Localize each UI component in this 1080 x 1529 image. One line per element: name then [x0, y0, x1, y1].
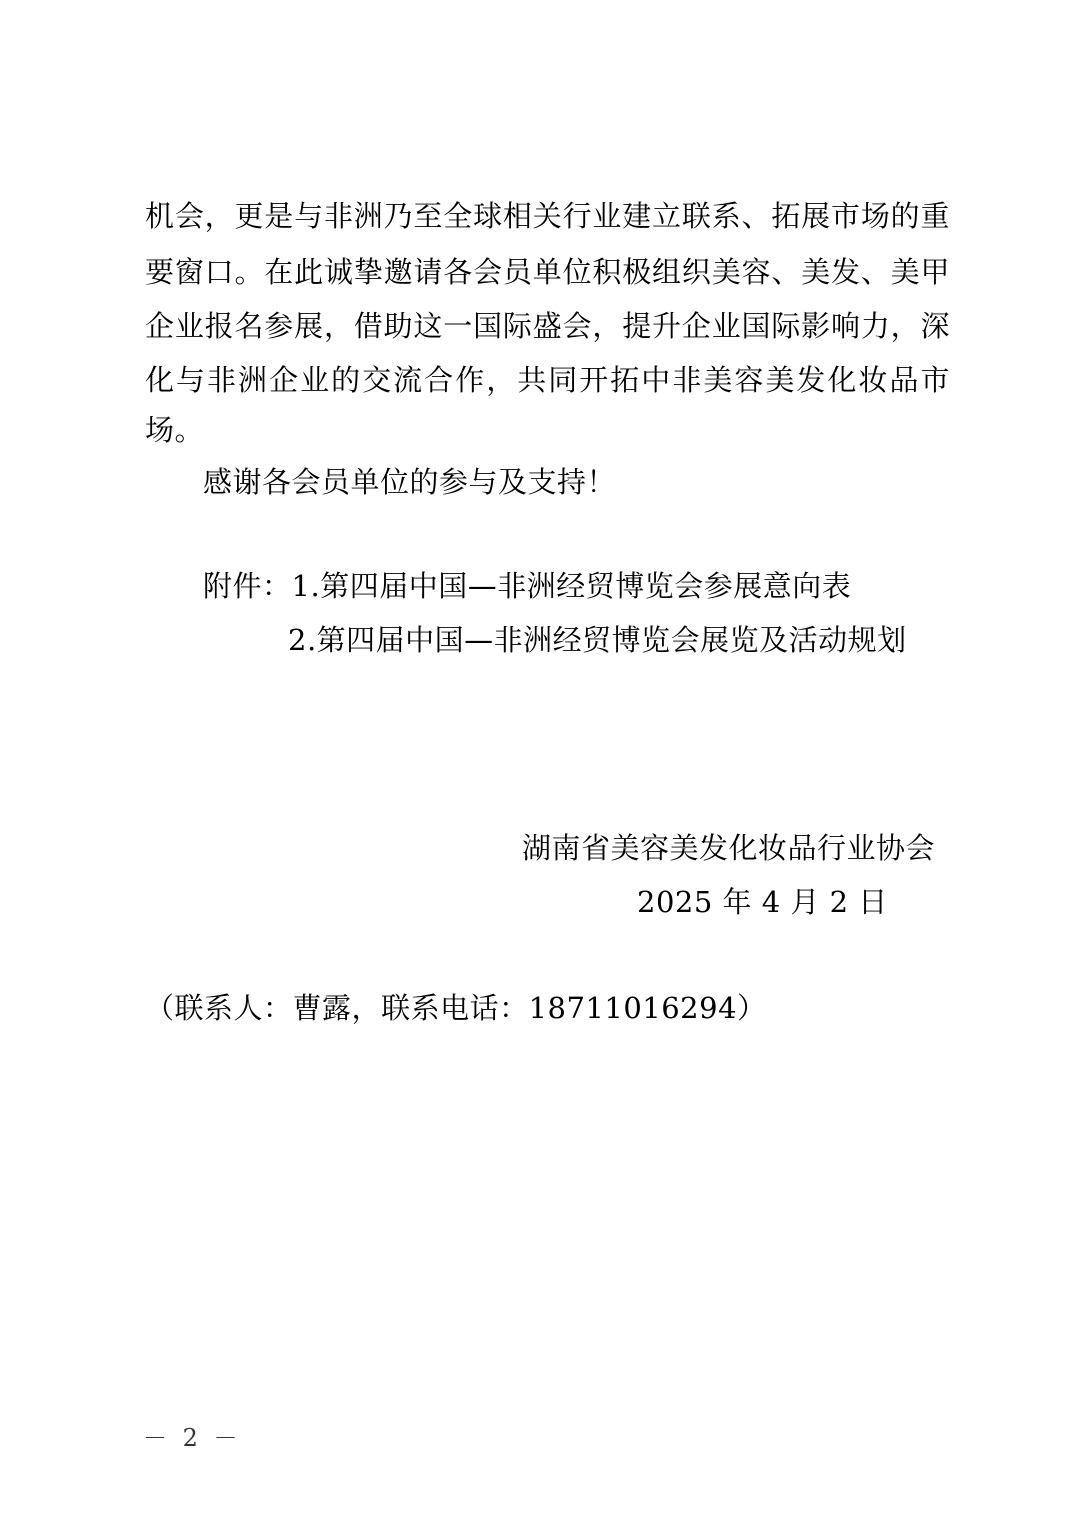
body-line-4: 化与非洲企业的交流合作，共同开拓中非美容美发化妆品市	[145, 363, 950, 397]
contact-open-paren: （	[145, 991, 175, 1025]
contact-person: 曹露	[292, 991, 352, 1025]
attachment-title-1: 第四届中国—非洲经贸博览会参展意向表	[320, 569, 852, 603]
contact-phone-label: 联系电话：	[381, 991, 529, 1025]
contact-phone: 18711016294	[528, 991, 738, 1025]
attachment-line-1	[203, 566, 851, 606]
attachment-number-1: 1.	[291, 569, 321, 603]
attachment-line-2	[288, 620, 907, 660]
body-line-1: 机会，更是与非洲乃至全球相关行业建立联系、拓展市场的重	[145, 199, 950, 233]
signature-organization: 湖南省美容美发化妆品行业协会	[522, 831, 936, 865]
contact-close-paren: ）	[737, 991, 767, 1025]
attachment-label: 附件：	[203, 569, 292, 603]
thanks-text: 感谢各会员单位的参与及支持！	[203, 465, 617, 499]
contact-line	[145, 988, 767, 1028]
attachment-number-2: 2.	[288, 623, 317, 657]
body-line-5: 场。	[145, 413, 205, 447]
page-number: － 2 －	[143, 1424, 242, 1452]
signature-date: 2025 年 4 月 2 日	[637, 885, 888, 919]
body-line-3: 企业报名参展，借助这一国际盛会，提升企业国际影响力，深	[145, 309, 950, 343]
contact-person-label: 联系人：	[174, 991, 293, 1025]
contact-separator: ，	[351, 991, 382, 1025]
attachment-title-2: 第四届中国—非洲经贸博览会展览及活动规划	[316, 623, 907, 657]
body-line-2: 要窗口。在此诚挚邀请各会员单位积极组织美容、美发、美甲	[145, 255, 950, 289]
